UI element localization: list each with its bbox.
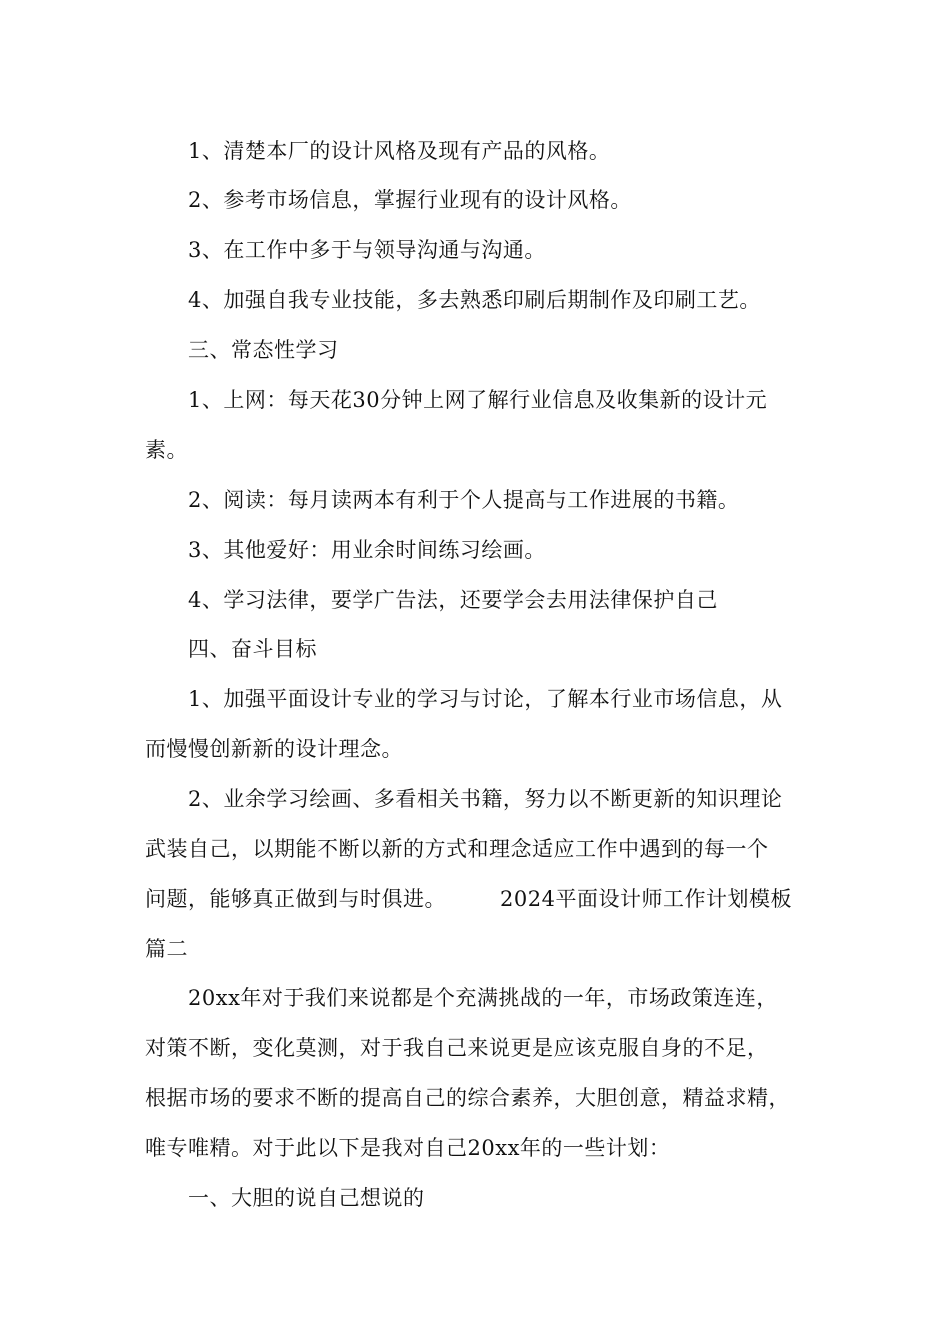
document-title: 篇二	[145, 937, 188, 961]
paragraph-line: 3、在工作中多于与领导沟通与沟通。	[188, 238, 546, 262]
paragraph-line: 1、加强平面设计专业的学习与讨论，了解本行业市场信息，从	[188, 687, 783, 711]
paragraph-line: 而慢慢创新新的设计理念。	[145, 737, 403, 761]
paragraph-line: 唯专唯精。对于此以下是我对自己20xx年的一些计划：	[145, 1136, 671, 1160]
paragraph-line: 对策不断，变化莫测，对于我自己来说更是应该克服自身的不足，	[145, 1036, 769, 1060]
paragraph-line: 3、其他爱好：用业余时间练习绘画。	[188, 538, 546, 562]
paragraph-line: 武装自己，以期能不断以新的方式和理念适应工作中遇到的每一个	[145, 837, 769, 861]
paragraph-line: 根据市场的要求不断的提高自己的综合素养，大胆创意，精益求精，	[145, 1086, 790, 1110]
paragraph-line: 1、清楚本厂的设计风格及现有产品的风格。	[188, 139, 611, 163]
paragraph-line: 2、参考市场信息，掌握行业现有的设计风格。	[188, 188, 632, 212]
paragraph-line: 问题，能够真正做到与时俱进。 2024平面设计师工作计划模板	[145, 887, 792, 911]
paragraph-line: 素。	[145, 438, 188, 462]
paragraph-line: 4、加强自我专业技能，多去熟悉印刷后期制作及印刷工艺。	[188, 288, 761, 312]
paragraph-line: 2、阅读：每月读两本有利于个人提高与工作进展的书籍。	[188, 488, 740, 512]
paragraph-line: 1、上网：每天花30分钟上网了解行业信息及收集新的设计元	[188, 388, 768, 412]
paragraph-line: 4、学习法律，要学广告法，还要学会去用法律保护自己	[188, 588, 718, 612]
paragraph-line: 20xx年对于我们来说都是个充满挑战的一年，市场政策连连，	[188, 986, 778, 1010]
section-heading: 三、常态性学习	[188, 338, 339, 362]
section-heading: 四、奋斗目标	[188, 637, 317, 661]
paragraph-line: 2、业余学习绘画、多看相关书籍，努力以不断更新的知识理论	[188, 787, 783, 811]
section-heading: 一、大胆的说自己想说的	[188, 1186, 425, 1210]
